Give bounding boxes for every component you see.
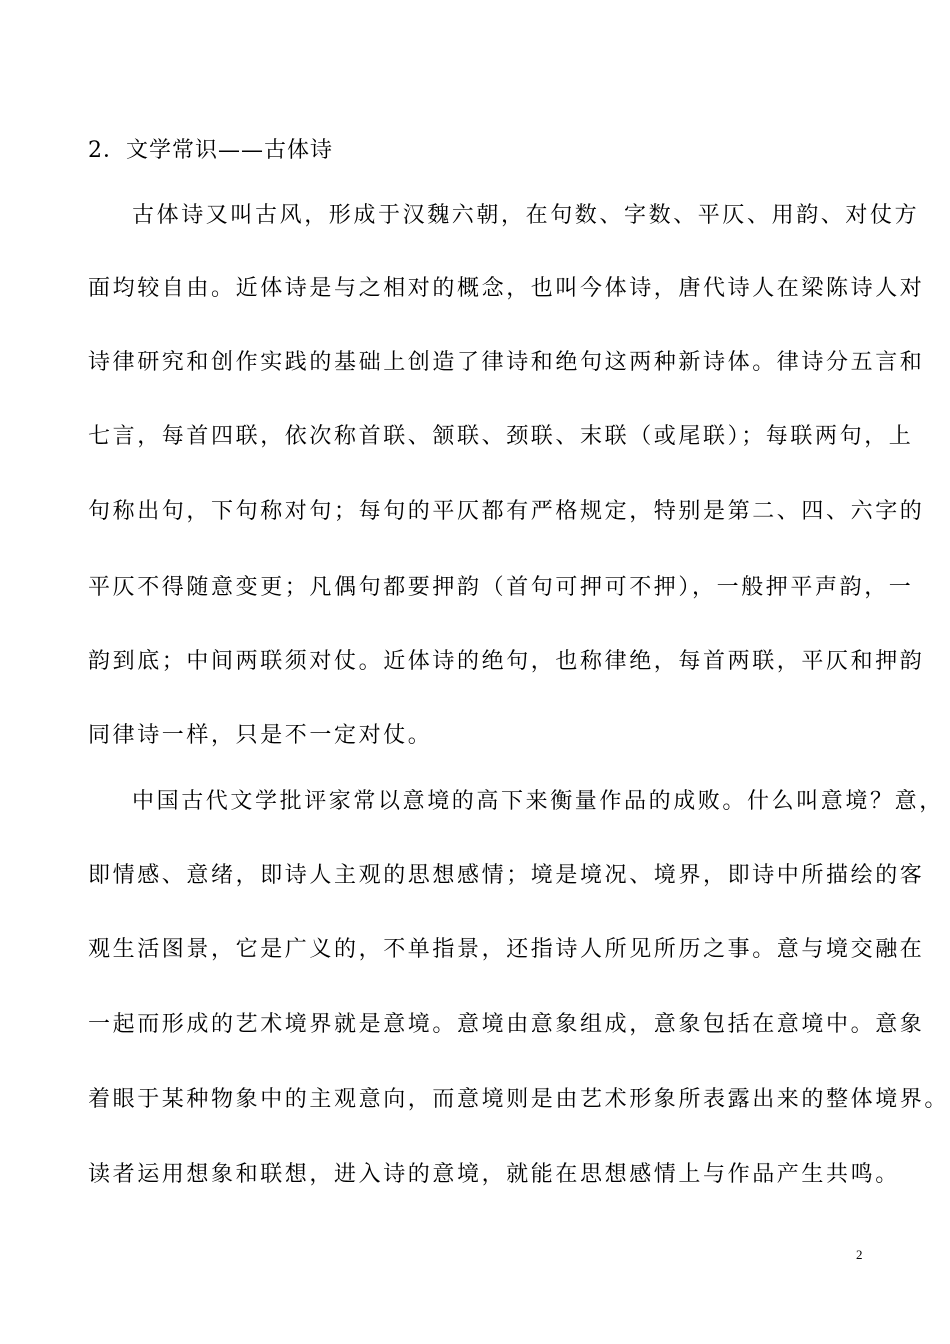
paragraph-line: 读者运用想象和联想，进入诗的意境，就能在思想感情上与作品产生共鸣。 xyxy=(88,1162,900,1187)
paragraph-line: 面均较自由。近体诗是与之相对的概念，也叫今体诗，唐代诗人在梁陈诗人对 xyxy=(88,276,925,301)
paragraph-line: 句称出句，下句称对句；每句的平仄都有严格规定，特别是第二、四、六字的 xyxy=(88,499,925,524)
paragraph-line: 即情感、意绪，即诗人主观的思想感情；境是境况、境界，即诗中所描绘的客 xyxy=(88,863,925,888)
section-heading: 2．文学常识——古体诗 xyxy=(88,138,333,163)
paragraph-line: 诗律研究和创作实践的基础上创造了律诗和绝句这两种新诗体。律诗分五言和 xyxy=(88,350,925,375)
page-number: 2 xyxy=(856,1247,863,1262)
paragraph-line: 韵到底；中间两联须对仗。近体诗的绝句，也称律绝，每首两联，平仄和押韵 xyxy=(88,649,925,674)
paragraph-line: 平仄不得随意变更；凡偶句都要押韵（首句可押可不押），一般押平声韵，一 xyxy=(88,575,914,600)
paragraph-line: 七言，每首四联，依次称首联、颔联、颈联、末联（或尾联）；每联两句，上 xyxy=(88,424,914,449)
paragraph-line: 着眼于某种物象中的主观意向，而意境则是由艺术形象所表露出来的整体境界。 xyxy=(88,1087,950,1112)
paragraph-line: 观生活图景，它是广义的，不单指景，还指诗人所见所历之事。意与境交融在 xyxy=(88,937,925,962)
paragraph-line: 古体诗又叫古风，形成于汉魏六朝，在句数、字数、平仄、用韵、对仗方 xyxy=(132,203,920,228)
paragraph-line: 同律诗一样，只是不一定对仗。 xyxy=(88,723,433,748)
paragraph-line: 一起而形成的艺术境界就是意境。意境由意象组成，意象包括在意境中。意象 xyxy=(88,1012,925,1037)
paragraph-line: 中国古代文学批评家常以意境的高下来衡量作品的成败。什么叫意境？意， xyxy=(132,789,944,814)
